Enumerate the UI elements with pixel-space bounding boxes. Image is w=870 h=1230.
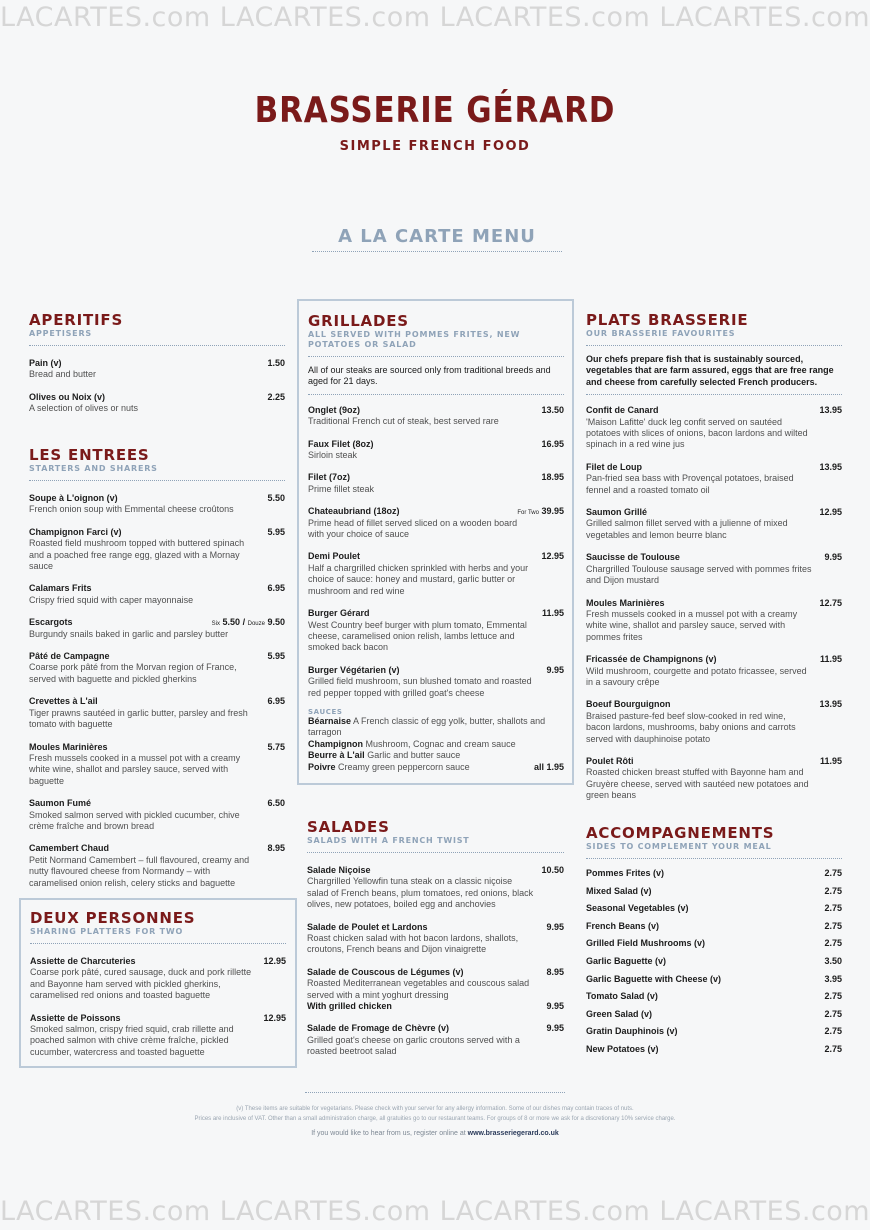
item-price: [263, 1013, 286, 1024]
side-price: 2.75: [824, 885, 842, 896]
item-price: [267, 583, 285, 594]
section-subtitle: SIDES TO COMPLEMENT YOUR MEAL: [586, 842, 842, 859]
side-name: Green Salad (v): [586, 1008, 653, 1019]
menu-item: [308, 665, 564, 699]
item-name: Saumon Grillé: [586, 507, 648, 518]
item-price-value: 18.95: [541, 472, 564, 483]
item-price: [517, 506, 564, 519]
item-description: Smoked salmon served with pickled cucumber, chive crème fraîche and brown bread: [29, 809, 240, 831]
item-name: Pâté de Campagne: [29, 651, 110, 662]
side-name: Garlic Baguette with Cheese (v): [586, 973, 722, 984]
entrees-section: [29, 447, 285, 900]
item-price-value: 10.50: [541, 865, 564, 875]
item-name: Champignon Farci (v): [29, 526, 122, 537]
item-name: Moules Marinières: [29, 741, 108, 752]
item-extra-name: With grilled chicken: [307, 1001, 392, 1012]
item-price-label: For Two: [517, 510, 539, 517]
menu-item: [307, 865, 564, 911]
side-item: [586, 988, 842, 1006]
plats-intro: Our chefs prepare fish that is sustainably sourced, vegetables that are farm assured, eggs that are free range and cheese from carefully selected French producers.: [586, 354, 842, 395]
item-name: Olives ou Noix (v): [29, 391, 106, 402]
item-description: Wild mushroom, courgette and potato fricassee, served in a savoury crêpe: [586, 665, 807, 687]
item-price-value: 6.95: [267, 696, 285, 707]
price-six: 5.50: [222, 617, 241, 628]
item-description: West Country beef burger with plum tomato, Emmental cheese, caramelised onion relish, lambs lettuce and smoked back bacon: [308, 619, 527, 653]
section-title: SALADES: [307, 818, 390, 836]
item-description: Grilled goat's cheese on garlic croutons served with a roasted beetroot salad: [307, 1034, 520, 1057]
item-description: Traditional French cut of steak, best served rare: [308, 416, 499, 427]
item-price: [546, 922, 564, 933]
section-title: DEUX PERSONNES: [30, 909, 196, 927]
item-description: Coarse pork pâté, cured sausage, duck and pork rillette and Bayonne ham served with pickled gherkins, caramelised red onions and toasted baguette: [30, 967, 252, 1001]
side-price: 2.75: [824, 991, 842, 1002]
menu-item: [586, 552, 842, 586]
item-name: Calamars Frits: [29, 583, 92, 594]
grillades-section: [308, 313, 564, 773]
item-name: Chateaubriand (18oz): [308, 506, 400, 517]
item-price: [541, 551, 564, 562]
menu-item-extra: [307, 1001, 564, 1012]
sauce-item: [308, 762, 564, 773]
side-name: French Beans (v): [586, 920, 660, 931]
menu-title: A LA CARTE MENU: [312, 226, 562, 252]
sauce-name: Beurre à L'ail: [308, 750, 365, 761]
item-price-value: 12.95: [541, 551, 564, 562]
item-description: Grilled field mushroom, sun blushed tomato and roasted red pepper topped with grilled goat's cheese: [308, 676, 532, 698]
footer-vat-note: Prices are inclusive of VAT. Other than a small administration charge, all gratuities go to our restaurant teams. For groups of 8 or more we ask for a discretionary 10% service charge.: [194, 1116, 676, 1122]
item-price-value: 39.95: [541, 506, 564, 517]
menu-item: [586, 507, 842, 541]
item-description: Braised pasture-fed beef slow-cooked in red wine, bacon lardons, mushrooms, baby onions and carrots served with dauphinoise potato: [586, 710, 796, 744]
side-price: 2.75: [824, 1008, 842, 1019]
menu-item: [29, 651, 285, 685]
menu-item: [586, 598, 842, 644]
item-price: [267, 493, 285, 504]
item-price: [541, 472, 564, 483]
item-price-value: 12.95: [263, 1012, 286, 1023]
sauce-description: Mushroom, Cognac and cream sauce: [365, 738, 516, 749]
item-name: Salade de Poulet et Lardons: [307, 921, 428, 932]
side-item: [586, 935, 842, 953]
item-price: [267, 742, 285, 753]
item-price-value: 9.95: [546, 921, 564, 932]
item-name: Salade de Couscous de Légumes (v): [307, 966, 464, 977]
sauce-name: Béarnaise: [308, 715, 352, 726]
item-name: Faux Filet (8oz): [308, 438, 374, 449]
item-name: Escargots: [29, 617, 73, 628]
side-name: Seasonal Vegetables (v): [586, 903, 689, 914]
item-description: Prime head of fillet served sliced on a wooden board with your choice of sauce: [308, 517, 518, 540]
sauces-title: SAUCES: [308, 707, 343, 716]
brand-tagline: SIMPLE FRENCH FOOD: [339, 139, 531, 154]
item-price: [267, 843, 285, 854]
menu-item: [308, 506, 564, 540]
item-price-value: 8.95: [267, 843, 285, 854]
item-description: Roasted Mediterranean vegetables and couscous salad served with a mint yoghurt dressing: [307, 978, 530, 1000]
item-price-value: 12.95: [263, 956, 286, 966]
section-subtitle: APPETISERS: [29, 329, 285, 346]
item-price-value: 11.95: [819, 654, 842, 665]
item-name: Salade Niçoise: [307, 865, 371, 875]
menu-item: [307, 1023, 564, 1057]
item-price: [263, 956, 286, 967]
sauce-description: Creamy green peppercorn sauce: [338, 761, 470, 772]
item-description: Fresh mussels cooked in a mussel pot with a creamy white wine, shallot and parsley sauce, served with baguette: [29, 752, 241, 786]
item-price-value: 5.50: [267, 493, 285, 503]
salades-list: [307, 865, 564, 1058]
item-price-value: 13.95: [819, 405, 842, 416]
sauce-description: A French classic of egg yolk, butter, shallots and tarragon: [308, 715, 546, 738]
footer-vegetarian-note: (v) These items are suitable for vegetarians. Please check with your server for any allergy information. Some of our dishes may contain traces of nuts.: [236, 1106, 634, 1112]
side-name: Garlic Baguette (v): [586, 955, 667, 966]
footer-website-link[interactable]: www.brasseriegerard.co.uk: [467, 1130, 559, 1137]
footer-divider: [305, 1092, 565, 1093]
item-price-value: 12.95: [819, 507, 842, 518]
item-price: [819, 699, 842, 710]
price-six-label: Six: [211, 621, 221, 628]
sauce-name: Poivre: [308, 761, 336, 772]
section-subtitle: ALL SERVED WITH POMMES FRITES, NEW POTATOES OR SALAD: [308, 330, 564, 357]
section-subtitle: STARTERS AND SHARERS: [29, 464, 285, 481]
item-name: Assiette de Charcuteries: [30, 956, 136, 966]
accompagnements-section: [586, 825, 842, 1059]
item-price: [267, 798, 285, 809]
watermark-bottom: LACARTES.com LACARTES.com LACARTES.com LACARTES.com: [0, 1196, 870, 1227]
item-description: Coarse pork pâté from the Morvan region of France, served with baguette and pickled gherkins: [29, 662, 237, 684]
plats-list: [586, 405, 842, 801]
side-price: 2.75: [824, 938, 842, 949]
menu-item: [29, 742, 285, 788]
menu-item: [29, 617, 285, 640]
side-item: [586, 900, 842, 918]
deux-box: [19, 898, 297, 1068]
section-title: GRILLADES: [308, 312, 409, 330]
item-price: [267, 527, 285, 538]
item-description: Fresh mussels cooked in a mussel pot with a creamy white wine, shallot and parsley sauce, served with pommes frites: [586, 608, 798, 642]
section-subtitle: SALADS WITH A FRENCH TWIST: [307, 836, 564, 853]
sauce-item: [308, 750, 564, 761]
item-price: [541, 865, 564, 876]
item-name: Burger Végétarien (v): [308, 664, 400, 675]
item-price: [212, 617, 285, 630]
menu-item: [29, 358, 285, 381]
menu-item: [586, 654, 842, 688]
side-item: [586, 1006, 842, 1024]
item-description: Burgundy snails baked in garlic and parsley butter: [29, 628, 229, 639]
item-price-value: 9.95: [824, 552, 842, 563]
menu-item: [308, 439, 564, 462]
section-subtitle: OUR BRASSERIE FAVOURITES: [586, 329, 842, 346]
menu-item: [307, 967, 564, 1001]
item-name: Crevettes à L'ail: [29, 696, 98, 707]
section-title: PLATS BRASSERIE: [586, 311, 749, 329]
price-dozen: 9.50: [267, 617, 285, 628]
salades-section: [307, 819, 564, 1069]
item-name: Boeuf Bourguignon: [586, 699, 671, 710]
sauce-item: [308, 739, 564, 750]
item-name: Filet de Loup: [586, 461, 642, 472]
menu-item: [29, 392, 285, 415]
item-price-value: 9.95: [546, 664, 564, 675]
item-description: Roasted chicken breast stuffed with Bayonne ham and Gruyère cheese, served with sautéed new potatoes and green beans: [586, 767, 809, 801]
item-name: Burger Gérard: [308, 608, 370, 619]
item-description: 'Maison Lafitte' duck leg confit served on sautéed potatoes with slices of onions, bacon lardons and wilted spinach in a red wine jus: [586, 416, 808, 450]
menu-item: [308, 551, 564, 597]
item-price-value: 1.50: [267, 358, 285, 368]
item-description: Chargrilled Yellowfin tuna steak on a classic niçoise salad of French beans, plum tomatoes, red onions, black olives, new potatoes, boiled egg and anchovies: [307, 876, 534, 910]
aperitifs-list: [29, 358, 285, 415]
menu-item: [29, 493, 285, 516]
item-price: [819, 405, 842, 416]
side-name: New Potatoes (v): [586, 1043, 659, 1054]
side-name: Gratin Dauphinois (v): [586, 1026, 678, 1037]
menu-item: [586, 756, 842, 802]
item-description: Pan-fried sea bass with Provençal potatoes, braised fennel and a roasted tomato oil: [586, 473, 794, 495]
item-price-value: 12.75: [819, 597, 842, 608]
item-name: Filet (7oz): [308, 472, 350, 483]
menu-item: [29, 798, 285, 832]
footer-register-text: If you would like to hear from us, register online at: [311, 1130, 466, 1137]
menu-item: [30, 1013, 286, 1059]
menu-item: [29, 583, 285, 606]
item-price: [267, 651, 285, 662]
side-price: 2.75: [824, 903, 842, 914]
side-price: 2.75: [824, 1043, 842, 1054]
item-name: Salade de Fromage de Chèvre (v): [307, 1023, 450, 1034]
menu-item: [308, 405, 564, 428]
menu-item: [586, 405, 842, 451]
item-description: Crispy fried squid with caper mayonnaise: [29, 594, 194, 605]
sauce-description: Garlic and butter sauce: [367, 750, 461, 761]
side-price: 3.95: [824, 973, 842, 984]
item-price-value: 6.50: [267, 798, 285, 809]
item-price-value: 2.25: [267, 391, 285, 402]
grillades-intro: All of our steaks are sourced only from traditional breeds and aged for 21 days.: [308, 365, 564, 395]
item-name: Assiette de Poissons: [30, 1012, 121, 1023]
item-price-value: 13.95: [819, 461, 842, 472]
watermark-top: LACARTES.com LACARTES.com LACARTES.com LACARTES.com: [0, 2, 870, 33]
side-item: [586, 865, 842, 883]
grillades-list: [308, 405, 564, 699]
item-name: Camembert Chaud: [29, 843, 110, 854]
sauces-price: all 1.95: [533, 761, 564, 772]
item-price-value: 11.95: [819, 755, 842, 766]
brand-name: BRASSERIE GÉRARD: [254, 90, 616, 131]
side-item: [586, 918, 842, 936]
entrees-list: [29, 493, 285, 889]
item-description: Tiger prawns sautéed in garlic butter, parsley and fresh tomato with baguette: [29, 707, 248, 730]
side-price: 2.75: [824, 1026, 842, 1037]
menu-item: [29, 696, 285, 730]
item-description: Roast chicken salad with hot bacon lardons, shallots, croutons, French beans and Dijon vinaigrette: [307, 933, 519, 955]
item-name: Moules Marinières: [586, 597, 665, 608]
side-item: [586, 1023, 842, 1041]
side-item: [586, 883, 842, 901]
side-price: 3.50: [824, 955, 842, 966]
item-name: Poulet Rôti: [586, 755, 634, 766]
accompagnements-list: [586, 865, 842, 1059]
item-name: Soupe à L'oignon (v): [29, 493, 118, 503]
side-price: 2.75: [824, 868, 842, 878]
menu-item: [30, 956, 286, 1002]
side-name: Tomato Salad (v): [586, 991, 658, 1002]
grillades-box: [297, 299, 574, 785]
menu-item: [586, 699, 842, 745]
side-name: Grilled Field Mushrooms (v): [586, 938, 706, 949]
price-dozen-label: Douze: [247, 621, 265, 628]
item-price-value: 8.95: [546, 966, 564, 977]
item-price: [267, 696, 285, 707]
item-name: Onglet (9oz): [308, 404, 360, 415]
item-price: [541, 439, 564, 450]
item-name: Saucisse de Toulouse: [586, 552, 680, 563]
item-description: French onion soup with Emmental cheese croûtons: [29, 504, 234, 515]
footer-register: [0, 1130, 870, 1137]
section-title: LES ENTREES: [29, 446, 150, 464]
item-price-value: 9.95: [546, 1023, 564, 1034]
menu-item: [307, 922, 564, 956]
item-price-value: 11.95: [541, 608, 564, 619]
side-item: [586, 971, 842, 989]
item-price: [819, 462, 842, 473]
item-price: [546, 967, 564, 978]
side-price: 2.75: [824, 920, 842, 931]
section-subtitle: SHARING PLATTERS FOR TWO: [30, 927, 286, 944]
item-description: Bread and butter: [29, 369, 97, 380]
item-price: [546, 1023, 564, 1034]
aperitifs-section: [29, 312, 285, 426]
item-price: [541, 405, 564, 416]
item-description: Chargrilled Toulouse sausage served with pommes frites and Dijon mustard: [586, 563, 812, 586]
menu-item: [29, 527, 285, 573]
item-price-value: 13.50: [541, 404, 564, 415]
sauce-item: [308, 716, 564, 739]
side-item: [586, 1041, 842, 1059]
deux-section: [30, 910, 286, 1069]
item-price-value: 6.95: [267, 583, 285, 594]
item-price: [819, 598, 842, 609]
sauce-name: Champignon: [308, 738, 363, 749]
item-description: Smoked salmon, crispy fried squid, crab rillette and poached salmon with chive crème fraîche, pickled cucumber, watercress and toasted baguette: [30, 1024, 234, 1057]
item-name: Saumon Fumé: [29, 798, 92, 809]
item-description: Half a chargrilled chicken sprinkled with herbs and your choice of sauce: honey and mustard, garlic butter or mushroom and red wine: [308, 562, 529, 596]
item-price: [820, 756, 842, 767]
item-description: Grilled salmon fillet served with a julienne of mixed vegetables and lemon beurre blanc: [586, 518, 788, 540]
item-name: Fricassée de Champignons (v): [586, 654, 717, 665]
side-name: Mixed Salad (v): [586, 885, 652, 896]
item-price: [267, 392, 285, 403]
section-title: APERITIFS: [29, 311, 124, 329]
item-price-value: 5.75: [267, 741, 285, 752]
item-description: Petit Normand Camembert – full flavoured, creamy and nutty flavoured cheese from Normandy – with caramelised onion relish, celery sticks and baguette: [29, 854, 250, 888]
side-item: [586, 953, 842, 971]
item-name: Pain (v): [29, 358, 62, 368]
item-price-value: 5.95: [267, 526, 285, 537]
plats-section: [586, 312, 842, 813]
item-extra-price: 9.95: [546, 1001, 564, 1012]
item-description: Prime fillet steak: [308, 483, 375, 494]
menu-item: [308, 472, 564, 495]
item-name: Demi Poulet: [308, 551, 361, 562]
deux-list: [30, 956, 286, 1058]
item-price: [824, 552, 842, 563]
sauces-list: [308, 716, 564, 773]
item-price-value: 16.95: [541, 438, 564, 449]
section-title: ACCOMPAGNEMENTS: [586, 824, 775, 842]
side-name: Pommes Frites (v): [586, 868, 665, 878]
item-price: [546, 665, 564, 676]
item-name: Confit de Canard: [586, 405, 659, 416]
item-description: A selection of olives or nuts: [29, 403, 139, 414]
item-price: [820, 654, 842, 665]
price-separator: /: [242, 617, 246, 628]
menu-item: [29, 843, 285, 889]
item-price-value: 13.95: [819, 699, 842, 710]
menu-item: [308, 608, 564, 654]
item-description: Roasted field mushroom topped with buttered spinach and a poached free range egg, glazed with a Mornay sauce: [29, 538, 245, 572]
item-price: [819, 507, 842, 518]
item-price: [542, 608, 564, 619]
item-price: [267, 358, 285, 369]
item-price-value: 5.95: [267, 651, 285, 662]
menu-item: [586, 462, 842, 496]
item-description: Sirloin steak: [308, 450, 358, 461]
